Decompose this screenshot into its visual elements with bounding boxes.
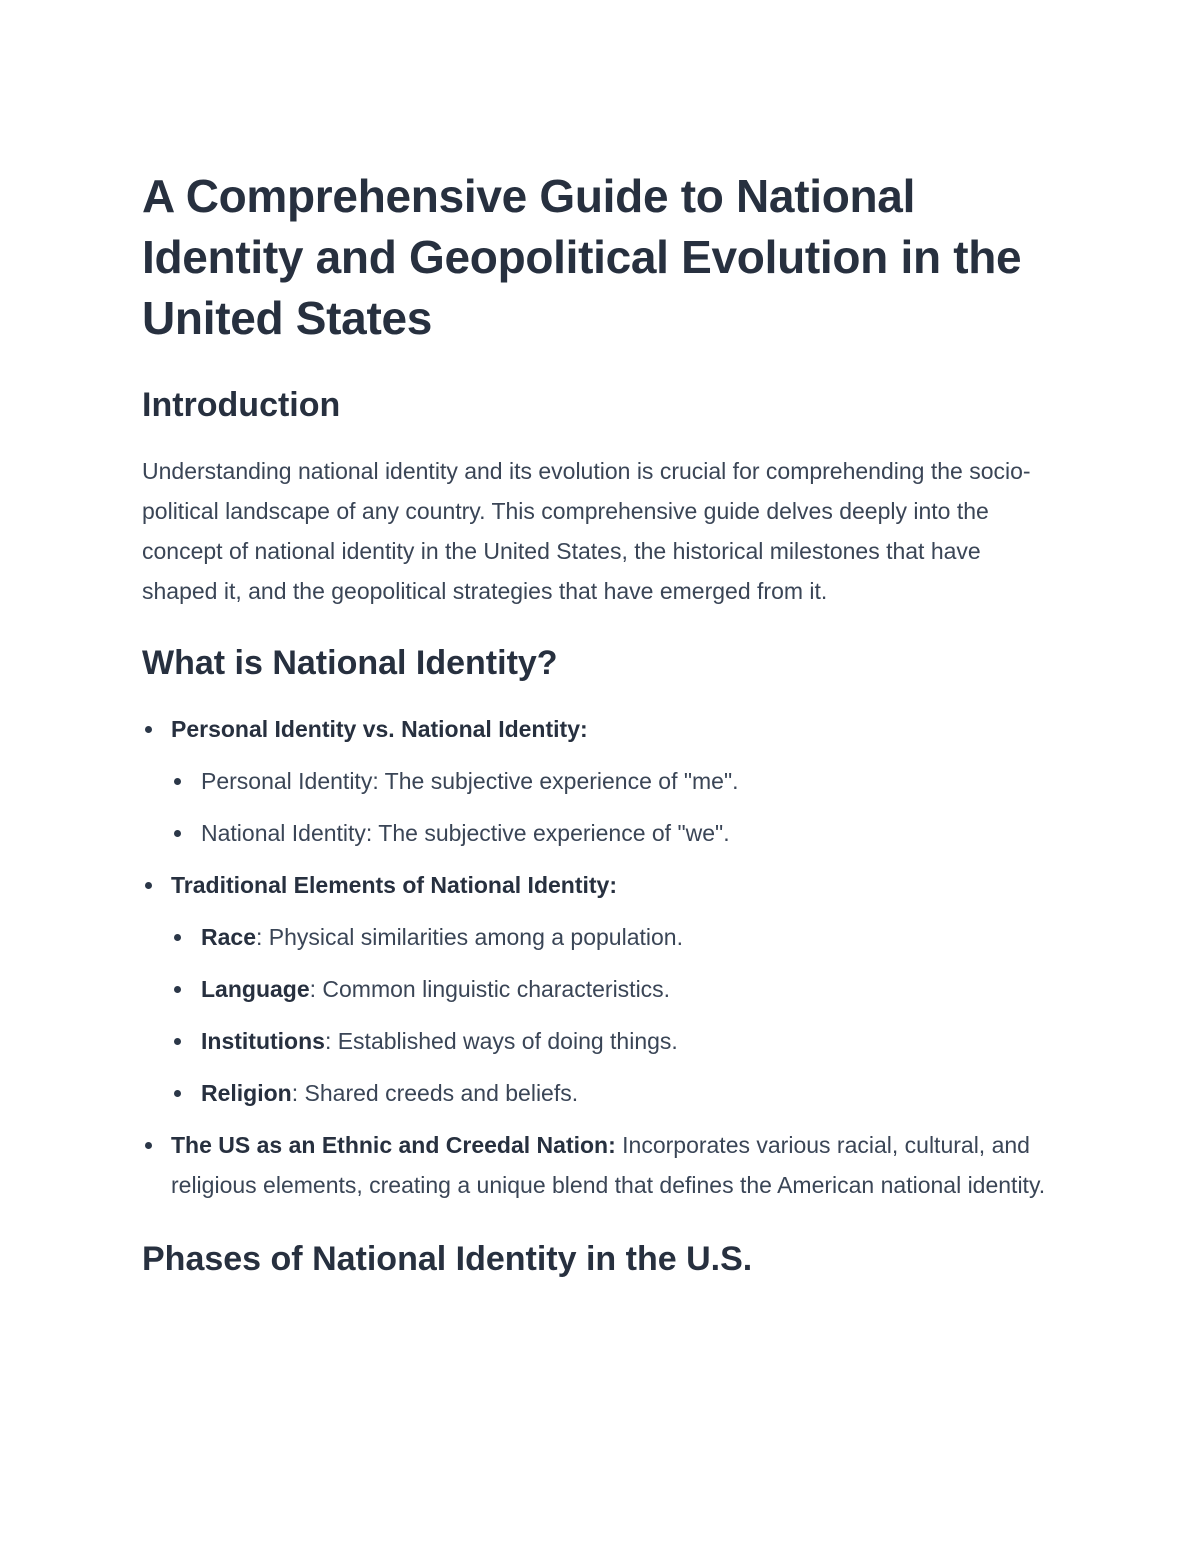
sub-list-item (171, 1021, 1062, 1061)
term-description: : Common linguistic characteristics. (309, 976, 671, 1002)
term: Religion (201, 1080, 292, 1106)
introduction-heading: Introduction (142, 386, 341, 424)
term: Institutions (201, 1028, 325, 1054)
list-item-label: The US as an Ethnic and Creedal Nation: (171, 1132, 616, 1158)
what-is-national-identity-heading: What is National Identity? (142, 644, 558, 682)
sub-list (171, 761, 1062, 853)
sub-list (171, 917, 1062, 1113)
list-item-label: Traditional Elements of National Identity: (171, 872, 617, 898)
sub-list-item (171, 1073, 1062, 1113)
document-title: A Comprehensive Guide to National Identity and Geopolitical Evolution in the United States (142, 170, 1022, 344)
list-item-personal-vs-national (142, 709, 1062, 853)
term-description: : Shared creeds and beliefs. (291, 1080, 579, 1106)
list-item-us-ethnic-creedal (142, 1125, 1062, 1205)
sub-list-item-text: National Identity: The subjective experience of "we". (201, 820, 730, 846)
term-description: : Physical similarities among a population. (255, 924, 683, 950)
list-item-label: Personal Identity vs. National Identity: (171, 716, 588, 742)
sub-list-item (171, 761, 1062, 801)
sub-list-item (171, 917, 1062, 957)
sub-list-item (171, 813, 1062, 853)
list-item-traditional-elements (142, 865, 1062, 1113)
list-item-text: Incorporates various racial, cultural, and religious elements, creating a unique blend that defines the American national identity. (171, 1132, 1046, 1198)
sub-list-item (171, 969, 1062, 1009)
introduction-paragraph: Understanding national identity and its evolution is crucial for comprehending the socio-political landscape of any country. This comprehensive guide delves deeply into the concept of national identity in the United States, the historical milestones that have shaped it, and the geopolitical strategies that have emerged from it. (142, 458, 1031, 604)
term-description: : Established ways of doing things. (324, 1028, 678, 1054)
national-identity-list (142, 709, 1062, 1205)
sub-list-item-text: Personal Identity: The subjective experience of "me". (201, 768, 739, 794)
term: Race (201, 924, 256, 950)
term: Language (201, 976, 310, 1002)
phases-heading: Phases of National Identity in the U.S. (142, 1240, 753, 1278)
document-page (142, 166, 1062, 1281)
